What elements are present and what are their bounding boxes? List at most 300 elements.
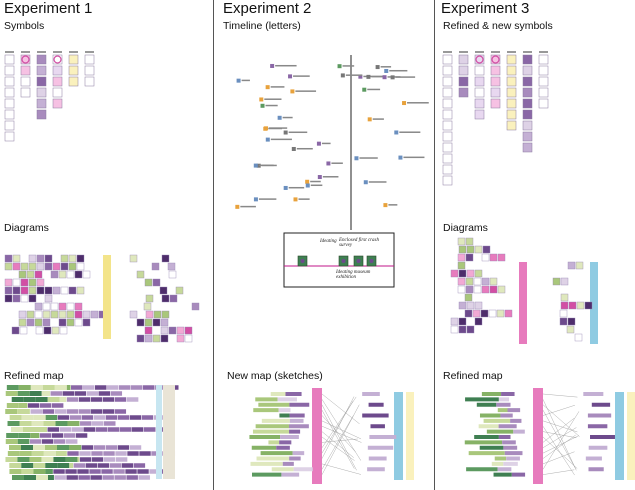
diagram-cell	[19, 319, 26, 326]
timeline-letter-marker	[384, 69, 388, 73]
diagram-cell	[153, 319, 160, 326]
map-green-segment	[7, 385, 19, 390]
diagram-cell	[67, 319, 74, 326]
diagram-cell	[69, 287, 76, 294]
map-purple-segment	[125, 469, 137, 474]
diagram-cell	[475, 302, 482, 309]
diagram-cell	[162, 295, 169, 302]
map-purple-segment	[127, 397, 139, 402]
map-sketch-purple	[290, 419, 304, 423]
timeline-caption-ideating: Ideating	[320, 239, 337, 244]
map-sketch-green	[495, 457, 506, 461]
diagram-cell	[568, 262, 575, 269]
timeline-callout-dot	[357, 259, 361, 263]
map-green-segment	[32, 451, 44, 456]
map-purple-segment	[76, 433, 88, 438]
map-sketch-green	[257, 457, 290, 461]
diagram-cell	[137, 319, 144, 326]
diagram-cell	[35, 311, 42, 318]
map-sketch-purple	[278, 397, 297, 401]
map-green-segment	[29, 457, 41, 462]
map-purple-segment	[86, 391, 98, 396]
symbol-column-heading	[5, 51, 14, 53]
symbol-column-heading	[443, 51, 452, 53]
map-purple-segment	[40, 433, 52, 438]
diagram-cell	[13, 287, 20, 294]
map-purple-segment	[93, 415, 105, 420]
timeline-letter-marker	[284, 131, 288, 135]
experiment-1-title: Experiment 1	[4, 0, 93, 17]
diagram-cell	[13, 255, 20, 262]
map-purple-segment	[79, 451, 91, 456]
map-sketch-green	[482, 392, 501, 396]
map-sketch-purple	[285, 392, 301, 396]
map-purple-segment	[78, 409, 90, 414]
map-sketch-purple	[289, 424, 309, 428]
diagram-cell	[45, 263, 52, 270]
experiment-2-column	[214, 0, 434, 490]
timeline-letter-marker	[293, 197, 297, 201]
experiment-2-new-map-label: New map (sketches)	[227, 370, 323, 382]
diagram-cell	[146, 295, 153, 302]
diagram-cell	[21, 279, 28, 286]
diagram-cell	[585, 302, 592, 309]
map-connector-line	[543, 405, 575, 415]
map-purple-segment	[28, 403, 40, 408]
diagram-cell	[176, 287, 183, 294]
map-green-segment	[8, 451, 20, 456]
symbol-swatch	[475, 99, 484, 108]
map-purple-segment	[133, 463, 145, 468]
map-sketch-green	[272, 467, 294, 471]
diagram-cell	[146, 311, 153, 318]
map-connector-line	[322, 394, 360, 424]
symbol-swatch	[491, 99, 500, 108]
map-green-segment	[24, 475, 36, 480]
timeline-letter-marker	[383, 203, 387, 207]
map-green-segment	[20, 421, 32, 426]
map-sketch-green	[480, 414, 500, 418]
map-connector-line	[322, 410, 354, 469]
timeline-letter-marker	[383, 75, 387, 79]
map-sketch-green	[251, 462, 283, 466]
map-green-segment	[12, 397, 24, 402]
diagram-cell	[560, 318, 567, 325]
timeline-letter-note	[269, 127, 287, 129]
timeline-letter-note	[396, 76, 416, 78]
map-purple-segment	[92, 421, 104, 426]
symbol-swatch	[459, 66, 468, 75]
timeline-letter-marker	[254, 197, 258, 201]
map-green-segment	[11, 427, 23, 432]
map-sketch-purple	[508, 408, 521, 412]
diagram-cell	[21, 263, 28, 270]
diagram-cell	[483, 246, 490, 253]
symbol-swatch	[507, 66, 516, 75]
symbol-swatch	[523, 110, 532, 119]
timeline-letter-marker	[266, 138, 270, 142]
timeline-letter-marker	[292, 147, 296, 151]
timeline-letter-note	[407, 102, 429, 104]
map-green-segment	[57, 445, 69, 450]
map-green-segment	[53, 457, 65, 462]
symbol-swatch	[523, 143, 532, 152]
map-purple-segment	[64, 433, 76, 438]
diagram-cell	[53, 287, 60, 294]
map-sketch-purple	[499, 424, 517, 428]
diagram-cell	[43, 303, 50, 310]
diagram-cell	[451, 270, 458, 277]
map-purple-segment	[47, 427, 59, 432]
map-sketch-green	[271, 392, 286, 396]
diagram-cell	[451, 318, 458, 325]
map-purple-segment	[115, 397, 127, 402]
map-sketch-green	[252, 473, 281, 477]
map-pink-band	[312, 388, 322, 484]
diagram-cell	[37, 255, 44, 262]
map-sketch-purple	[279, 440, 291, 444]
diagram-cell	[35, 271, 42, 278]
diagram-cell	[169, 271, 176, 278]
map-green-segment	[56, 421, 68, 426]
diagram-cell	[466, 254, 473, 261]
diagram-cell	[153, 335, 160, 342]
map-purple-segment	[66, 409, 78, 414]
map-green-segment	[43, 385, 55, 390]
symbol-swatch	[523, 55, 532, 64]
timeline-letter-marker	[366, 75, 370, 79]
diagram-cell	[60, 327, 67, 334]
map-sketch-green	[487, 430, 513, 434]
diagram-cell	[51, 303, 58, 310]
map-purple-segment	[54, 439, 66, 444]
symbol-swatch	[491, 77, 500, 86]
diagram-cell	[27, 271, 34, 278]
map-purple-segment	[65, 469, 77, 474]
map-sketch-green	[469, 451, 505, 455]
map-connector-line	[322, 426, 362, 442]
map-purple-segment	[102, 475, 114, 480]
diagram-cell	[5, 263, 12, 270]
diagram-cell	[177, 327, 184, 334]
map-right-cluster	[362, 392, 380, 396]
map-green-segment	[21, 463, 33, 468]
map-purple-segment	[141, 415, 153, 420]
diagram-cell	[77, 255, 84, 262]
experiment-1-column	[0, 0, 213, 490]
diagram-cell	[27, 311, 34, 318]
diagram-cell	[13, 279, 20, 286]
diagram-cell	[475, 246, 482, 253]
map-purple-segment	[57, 415, 69, 420]
map-purple-segment	[71, 385, 83, 390]
map-green-segment	[6, 439, 18, 444]
map-purple-segment	[73, 463, 85, 468]
map-purple-segment	[138, 475, 150, 480]
map-purple-segment	[115, 451, 127, 456]
symbol-swatch	[507, 55, 516, 64]
map-green-segment	[65, 457, 77, 462]
symbol-swatch	[443, 99, 452, 108]
symbol-column-heading	[459, 51, 468, 53]
map-connector-line	[543, 470, 574, 475]
timeline-letter-note	[295, 90, 316, 92]
symbol-swatch	[491, 88, 500, 97]
map-green-segment	[21, 469, 33, 474]
map-green-segment	[20, 451, 32, 456]
symbol-swatch	[5, 110, 14, 119]
symbol-swatch	[21, 66, 30, 75]
map-sketch-green	[255, 397, 277, 401]
timeline-letter-note	[346, 74, 362, 76]
diagram-cell	[145, 279, 152, 286]
symbol-swatch	[523, 77, 532, 86]
diagram-cell	[459, 270, 466, 277]
experiment-3-symbols-label: Refined & new symbols	[443, 20, 553, 32]
symbol-swatch	[37, 77, 46, 86]
diagram-cell	[21, 287, 28, 294]
map-right-cluster	[370, 424, 384, 428]
map-green-segment	[9, 469, 21, 474]
diagram-cell	[177, 335, 184, 342]
map-purple-segment	[95, 385, 107, 390]
timeline-letter-marker	[278, 116, 282, 120]
diagram-cell	[458, 254, 465, 261]
map-purple-segment	[59, 427, 71, 432]
map-green-segment	[18, 439, 30, 444]
timeline-letter-note	[271, 139, 292, 141]
map-sketch-purple	[505, 451, 523, 455]
diagram-cell	[37, 263, 44, 270]
symbol-column-heading	[69, 51, 78, 53]
timeline-letter-marker	[341, 73, 345, 77]
map-purple-segment	[103, 451, 115, 456]
symbol-swatch	[443, 77, 452, 86]
diagram-cell	[61, 263, 68, 270]
diagram-cell	[466, 286, 473, 293]
symbol-swatch	[37, 88, 46, 97]
diagram-cell	[5, 287, 12, 294]
map-purple-segment	[143, 385, 155, 390]
symbol-swatch	[5, 132, 14, 141]
map-sketch-green	[256, 424, 289, 428]
experiment-3-column	[435, 0, 635, 490]
map-green-segment	[5, 457, 17, 462]
diagram-cell	[465, 294, 472, 301]
timeline-callout-dot	[342, 259, 346, 263]
map-right-cluster	[362, 414, 388, 418]
map-purple-segment	[105, 445, 117, 450]
diagram-cell	[498, 286, 505, 293]
map-green-segment	[45, 463, 57, 468]
diagram-cell	[154, 311, 161, 318]
map-purple-segment	[42, 409, 54, 414]
map-purple-segment	[80, 457, 92, 462]
symbol-swatch	[5, 99, 14, 108]
symbol-swatch	[443, 88, 452, 97]
map-purple-segment	[131, 385, 143, 390]
symbol-swatch	[443, 66, 452, 75]
map-right-cluster	[369, 403, 384, 407]
diagram-cell	[5, 295, 12, 302]
timeline-letter-marker	[398, 156, 402, 160]
symbol-swatch	[475, 110, 484, 119]
symbol-swatch	[507, 99, 516, 108]
map-green-segment	[32, 421, 44, 426]
diagram-cell	[75, 271, 82, 278]
map-sketch-purple	[499, 435, 511, 439]
diagram-cell	[130, 255, 137, 262]
diagram-cell	[69, 263, 76, 270]
symbol-swatch	[459, 55, 468, 64]
symbol-swatch	[523, 66, 532, 75]
diagram-cell	[459, 246, 466, 253]
diagram-cell	[27, 319, 34, 326]
map-green-segment	[35, 427, 47, 432]
diagram-cell	[53, 263, 60, 270]
diagram-cell	[67, 303, 74, 310]
map-yellow-band	[406, 392, 414, 480]
diagram-cell	[161, 319, 168, 326]
symbol-column-heading	[539, 51, 548, 53]
timeline-letter-marker	[237, 79, 241, 83]
symbol-swatch	[5, 88, 14, 97]
map-sketch-green	[498, 408, 508, 412]
map-purple-segment	[81, 445, 93, 450]
diagram-cell	[475, 270, 482, 277]
timeline-letter-note	[283, 117, 293, 119]
diagram-cell	[553, 278, 560, 285]
map-sketch-purple	[501, 392, 514, 396]
map-green-segment	[6, 391, 18, 396]
map-purple-segment	[92, 457, 104, 462]
map-purple-segment	[116, 457, 128, 462]
timeline-letter-marker	[391, 75, 395, 79]
symbol-swatch	[539, 88, 548, 97]
symbol-swatch	[539, 77, 548, 86]
diagram-cell	[168, 263, 175, 270]
timeline-letter-note	[275, 65, 296, 67]
map-green-segment	[17, 409, 29, 414]
diagram-cell	[45, 287, 52, 294]
map-sketch-purple	[512, 473, 525, 477]
map-purple-segment	[67, 397, 79, 402]
timeline-letter-note	[381, 66, 391, 68]
diagram-cell	[458, 262, 465, 269]
map-purple-segment	[103, 397, 115, 402]
symbol-swatch	[69, 55, 78, 64]
diagram-cell	[13, 295, 20, 302]
timeline-letter-note	[399, 131, 420, 133]
map-purple-segment	[104, 457, 116, 462]
timeline-letter-marker	[264, 126, 268, 130]
map-right-cluster	[589, 446, 608, 450]
diagram-cell	[490, 254, 497, 261]
map-connector-line	[543, 427, 576, 447]
map-purple-segment	[83, 385, 95, 390]
map-right-cluster	[586, 457, 602, 461]
map-purple-segment	[66, 475, 78, 480]
map-purple-segment	[114, 475, 126, 480]
symbol-swatch	[523, 99, 532, 108]
map-purple-segment	[69, 415, 81, 420]
symbol-swatch	[443, 143, 452, 152]
map-right-cluster	[588, 414, 611, 418]
map-green-segment	[34, 415, 46, 420]
diagram-cell	[45, 255, 52, 262]
diagram-pink-column	[519, 262, 527, 344]
map-purple-segment	[127, 451, 139, 456]
diagram-cell	[161, 335, 168, 342]
diagram-cell	[459, 326, 466, 333]
map-green-segment	[19, 385, 31, 390]
map-purple-segment	[77, 469, 89, 474]
map-purple-segment	[139, 451, 151, 456]
map-purple-segment	[98, 391, 110, 396]
diagram-cell	[75, 303, 82, 310]
map-purple-segment	[81, 415, 93, 420]
map-sketch-purple	[279, 408, 291, 412]
timeline-letter-marker	[235, 205, 239, 209]
diagram-cell	[560, 310, 567, 317]
map-purple-segment	[129, 445, 141, 450]
timeline-letter-note	[240, 206, 256, 208]
map-purple-segment	[95, 427, 107, 432]
map-yellow-band	[627, 392, 635, 480]
map-purple-segment	[131, 427, 143, 432]
map-purple-segment	[110, 391, 122, 396]
diagram-cell	[5, 279, 12, 286]
diagram-cell	[185, 335, 192, 342]
diagram-cell	[153, 279, 160, 286]
map-green-segment	[56, 451, 68, 456]
timeline-letter-note	[242, 80, 250, 82]
map-purple-segment	[102, 409, 114, 414]
map-purple-segment	[114, 409, 126, 414]
map-sketch-green	[253, 430, 289, 434]
map-sketch-green	[465, 440, 502, 444]
diagram-cell	[144, 303, 151, 310]
diagram-cell	[69, 255, 76, 262]
map-purple-segment	[97, 463, 109, 468]
diagram-cell	[474, 286, 481, 293]
timeline-letter-marker	[326, 161, 330, 165]
symbol-swatch	[539, 66, 548, 75]
map-green-segment	[5, 409, 17, 414]
diagram-cell	[35, 303, 42, 310]
experiment-3-diagrams-label: Diagrams	[443, 222, 488, 234]
map-connector-line	[322, 397, 354, 459]
map-purple-segment	[137, 469, 149, 474]
timeline-letter-note	[259, 198, 276, 200]
map-purple-segment	[89, 469, 101, 474]
map-sketch-green	[252, 446, 276, 450]
diagram-cell	[67, 311, 74, 318]
diagram-cell	[561, 278, 568, 285]
timeline-letter-marker	[306, 184, 310, 188]
diagram-cell	[19, 311, 26, 318]
diagram-cell	[83, 271, 90, 278]
diagram-cell	[45, 295, 52, 302]
map-sketch-purple	[499, 397, 509, 401]
timeline-letter-note	[322, 143, 331, 145]
timeline-letter-marker	[270, 64, 274, 68]
map-sketch-purple	[281, 473, 299, 477]
map-purple-segment	[50, 391, 62, 396]
map-sketch-green	[492, 462, 504, 466]
experiment-1-symbols-sheet	[0, 0, 213, 490]
symbol-swatch	[85, 55, 94, 64]
